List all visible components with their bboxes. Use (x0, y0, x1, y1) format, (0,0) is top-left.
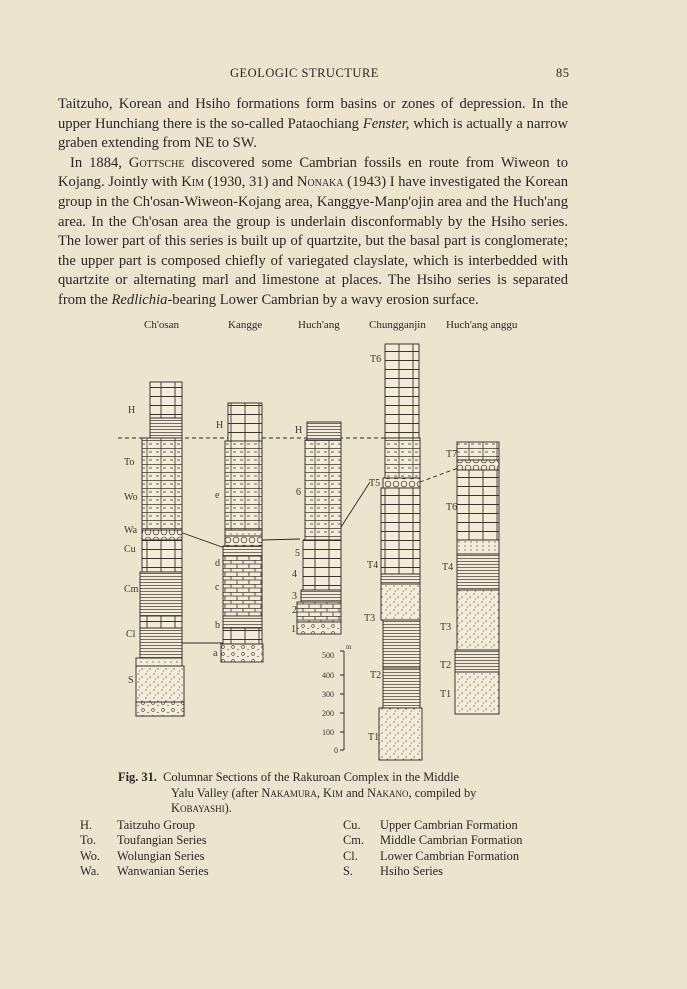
scale-200: 200 (322, 709, 334, 718)
label-T6-anggu: T6 (446, 502, 458, 513)
section-chungganjin (379, 344, 422, 760)
label-3: 3 (292, 591, 297, 602)
label-T4: T4 (367, 560, 379, 571)
section-chosan (136, 382, 184, 716)
label-a: a (213, 648, 218, 659)
label-T1-anggu: T1 (440, 689, 452, 700)
label-H: H (128, 405, 136, 416)
label-b: b (215, 620, 220, 631)
label-e: e (215, 490, 220, 501)
legend-right (343, 818, 522, 880)
label-Cl: Cl (126, 629, 136, 640)
label-To: To (124, 457, 135, 468)
column-head-chungganjin: Chungganjin (369, 319, 426, 331)
label-4: 4 (292, 569, 297, 580)
label-6: 6 (296, 487, 301, 498)
scale-100: 100 (322, 728, 334, 737)
label-Cu: Cu (124, 544, 136, 555)
label-Cm: Cm (124, 584, 139, 595)
section-kangge (221, 403, 263, 662)
huchang-anggu-labels (440, 449, 457, 700)
label-1: 1 (291, 624, 296, 635)
legend-item: Cl. Lower Cambrian Formation (343, 848, 520, 863)
column-head-huchang-anggu: Huch'ang anggu (446, 319, 518, 331)
legend-item: Wa. Wanwanian Series (80, 864, 209, 879)
legend-item: H. Taitzuho Group (80, 818, 195, 832)
label-2: 2 (292, 605, 297, 616)
label-T3-anggu: T3 (440, 622, 452, 633)
page-number: 85 (556, 66, 570, 80)
label-T7-anggu: T7 (446, 449, 458, 460)
legend-left (80, 818, 209, 880)
label-T2-anggu: T2 (440, 660, 452, 671)
label-Wo: Wo (124, 492, 138, 503)
scale-bar (322, 643, 352, 755)
legend-item: Cm. Middle Cambrian Formation (343, 833, 523, 848)
kangge-labels (213, 420, 223, 659)
label-H-kangge: H (216, 420, 224, 431)
paragraph-1: Taitzuho, Korean and Hsiho formations form basins or zones of depression. In the upper Hunchiang there is the so-called Pataochiang Fenster, which is actually a narrow graben extending from NE to SW. (58, 96, 568, 152)
chungganjin-labels (364, 354, 381, 743)
label-T2: T2 (370, 670, 382, 681)
label-S: S (128, 675, 134, 686)
label-H-huchang: H (295, 425, 303, 436)
section-huchang-anggu (455, 442, 499, 714)
header-title: GEOLOGIC STRUCTURE (230, 66, 379, 80)
scale-400: 400 (322, 671, 334, 680)
label-T6: T6 (370, 354, 382, 365)
label-c: c (215, 582, 220, 593)
column-head-huchang: Huch'ang (298, 319, 340, 331)
label-Wa: Wa (124, 525, 138, 536)
scale-500: 500 (322, 651, 334, 660)
chosan-labels (124, 405, 139, 686)
label-T5: T5 (369, 478, 381, 489)
figure-caption: Fig. 31. Columnar Sections of the Rakuroan Complex in the Middle Yalu Valley (after Nakamura, Kim and Nakano, compiled by Kobayashi). (118, 770, 477, 816)
figure-label: Fig. 31. (118, 770, 157, 784)
legend-item: S. Hsiho Series (343, 864, 443, 879)
scale-0: 0 (334, 746, 338, 755)
label-T4-anggu: T4 (442, 562, 454, 573)
legend-item: Wo. Wolungian Series (80, 848, 205, 863)
label-5: 5 (295, 548, 300, 559)
label-T1: T1 (368, 732, 380, 743)
legend-item: Cu. Upper Cambrian Formation (343, 818, 518, 832)
paragraph-2: In 1884, Gottsche discovered some Cambrian fossils en route from Wiweon to Kojang. Jointly with Kim (1930, 31) and Nonaka (1943) I have investigated the Korean group in the Ch'osan-Wiweon-Kojang area, Kanggye-Manp'ojin area and the Huch'ang area. In the Ch'osan area the group is underlain disconformably by the Hsiho series. The lower part of this series is built up of quartzite, but the basal part is conglomerate; the upper part is composed chiefly of variegated clayslate, which is interbedded with quartzite or alternating marl and limestone at places. The Hsiho series is separated from the Redlichia-bearing Lower Cambrian by a wavy erosion surface. (58, 154, 569, 308)
label-d: d (215, 558, 220, 569)
scale-unit: m (346, 643, 352, 651)
column-head-kangge: Kangge (228, 319, 263, 331)
label-T3: T3 (364, 613, 376, 624)
scale-300: 300 (322, 690, 334, 699)
section-huchang (297, 422, 341, 634)
legend-item: To. Toufangian Series (80, 833, 207, 848)
column-head-chosan: Ch'osan (144, 319, 179, 331)
